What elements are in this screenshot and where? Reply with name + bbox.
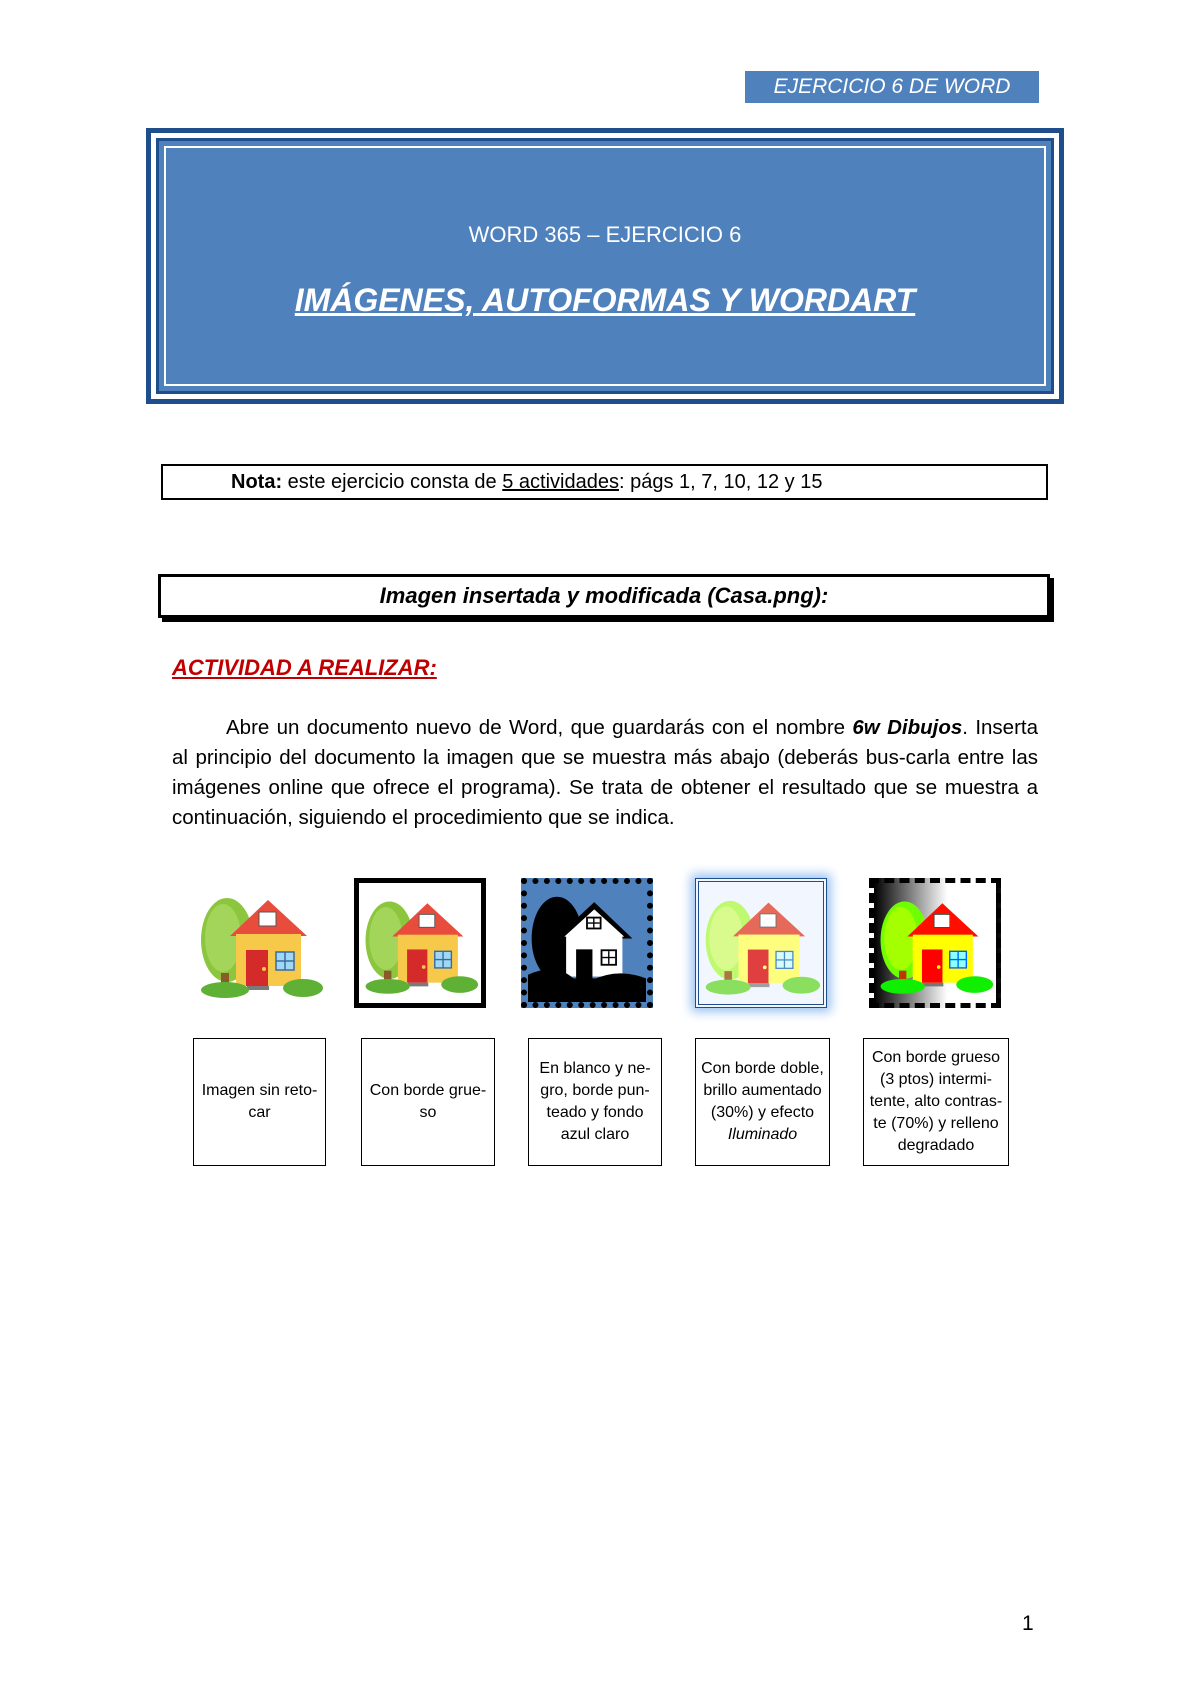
paragraph-filename: 6w Dibujos [852, 716, 963, 739]
house-icon [359, 883, 481, 1003]
house-bw-dotted-image [521, 878, 653, 1008]
nota-box [161, 464, 1048, 500]
house-thick-border-image [354, 878, 486, 1008]
house-icon [527, 884, 647, 1002]
nota-text-after: : págs 1, 7, 10, 12 y 15 [618, 471, 823, 493]
title-line-1: WORD 365 – EJERCICIO 6 [468, 222, 742, 247]
caption-house-dashed-gradient: Con borde grueso (3 ptos) intermi-tente, alto contras-te (70%) y relleno degradado [863, 1038, 1009, 1166]
section-title-box: Imagen insertada y modificada (Casa.png): [158, 574, 1050, 618]
page-number: 1 [1022, 1612, 1034, 1635]
caption-house-double-glow: Con borde doble, brillo aumentado (30%) y efecto Iluminado [695, 1038, 830, 1166]
house-original-image [194, 878, 326, 1008]
caption-house-bw-dotted: En blanco y ne-gro, borde pun-teado y fondo azul claro [528, 1038, 662, 1166]
title-block [146, 128, 1064, 404]
paragraph-part-2: . Inserta al principio del documento la imagen que se muestra más abajo (deberás bus-carla entre las imágenes online que ofrece el programa). Se trata de obtener el resultado que se muestra a continuación, siguiendo el procedimiento que se indica. [172, 716, 1038, 829]
caption-italic-word: Iluminado [727, 1126, 798, 1143]
header-tag: EJERCICIO 6 DE WORD [745, 71, 1039, 103]
title-block-inner [156, 138, 1054, 394]
activity-paragraph [172, 713, 1038, 833]
house-dashed-gradient-image [869, 878, 1001, 1008]
nota-text-before: este ejercicio consta de [282, 471, 503, 493]
house-double-glow-image [695, 878, 827, 1008]
house-icon [699, 882, 823, 1004]
house-icon [194, 878, 326, 1008]
activity-heading: ACTIVIDAD A REALIZAR: [172, 655, 437, 680]
title-line-2: IMÁGENES, AUTOFORMAS Y WORDART [294, 282, 916, 318]
nota-label: Nota: [231, 471, 283, 493]
paragraph-part-1: Abre un documento nuevo de Word, que guardarás con el nombre [226, 716, 853, 739]
caption-house-thick-border: Con borde grue-so [361, 1038, 495, 1166]
caption-house-original: Imagen sin reto-car [193, 1038, 326, 1166]
nota-underlined: 5 actividades [502, 471, 619, 493]
house-icon [874, 883, 996, 1003]
